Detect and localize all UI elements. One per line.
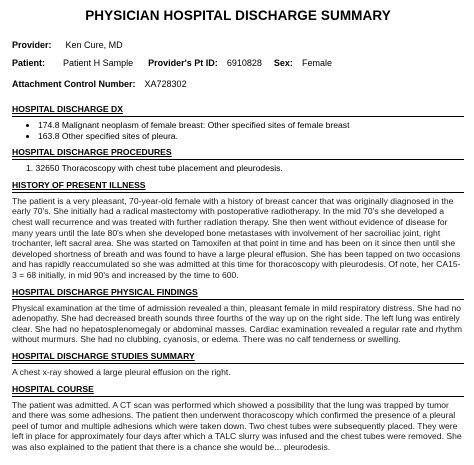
physical-paragraph: Physical examination at the time of admission revealed a thin, pleasant female in mild respiratory distress. She had no adenopathy. She had decreased breath sounds three fourths of the way up on the right side. The left lung was entirely clear. She had no hepatosplenomegaly or abdominal masses. Cardiac examination revealed a regular rate and rhythm without murmurs. She had no clubbing, cyanosis, or edema. There was no calf tenderness or swelling.: [12, 302, 463, 345]
studies-paragraph: A chest x-ray showed a large pleural effusion on the right.: [12, 366, 231, 377]
patient-row: [12, 58, 464, 69]
patient-value: Patient H Sample: [63, 58, 134, 68]
procedure-item: 1. 32650 Thoracoscopy with chest tube placement and pleurodesis.: [26, 163, 283, 174]
attachment-label: Attachment Control Number:: [12, 79, 136, 89]
list-item: • 163.8 Other specified sites of pleura.: [38, 131, 464, 142]
sex-label: Sex:: [273, 58, 293, 68]
sex-value: Female: [301, 58, 332, 68]
patient-label: Patient:: [12, 58, 46, 68]
provider-value: Ken Cure, MD: [65, 40, 123, 50]
pt-id-label: Provider's Pt ID:: [148, 58, 218, 68]
provider-label: Provider:: [12, 40, 52, 50]
section-heading-studies: HOSPITAL DISCHARGE STUDIES SUMMARY: [12, 350, 195, 361]
provider-row: [12, 40, 464, 51]
section-divider: [12, 159, 464, 160]
attachment-row: [12, 79, 464, 90]
dx-list: [12, 120, 464, 141]
course-paragraph: The patient was admitted. A CT scan was performed which showed a possibility that the lung was trapped by tumor and there was some adhesions. The patient then underwent thoracoscopy which confirmed the presence of a pleural peel of tumor and multiple adhesions which were taken down. Two chest tubes were subsequently placed. They were left in place for approximately four days after which a TALC slurry was infused and the chest tubes were removed. She was also explained to the patient that there is a chance she would be... pleurodesis.: [12, 399, 462, 452]
section-divider: [12, 299, 464, 300]
attachment-value: XA728302: [144, 79, 187, 89]
section-heading-course: HOSPITAL COURSE: [12, 383, 94, 394]
section-divider: [12, 396, 464, 397]
section-heading-history: HISTORY OF PRESENT ILLNESS: [12, 179, 146, 190]
section-divider: [12, 116, 464, 117]
history-paragraph: The patient is a very pleasant, 70-year-old female with a history of breast cancer that was originally diagnosed in the early 70's. She initially had a radical mastectomy with postoperative radiotherapy. In the mid 70's she developed a chest wall recurrence and was treated with further radiation therapy. She then went without evidence of disease for many years until the late 80's when she developed bone metastases with involvement of her sacroiliac joint, right trochanter, left sacral area. She was started on Tamoxifen at that point in time and has been on it since then until she developed shortness of breath and was found to have a large pleural effusion. She has been tapped on two occasions and has rapidly reaccumulated so she was admitted at this time for thoracoscopy with pleurodesis. Of note, her CA15-3 = 68 initially, in mid 90's and increased by the time to 600.: [12, 195, 461, 280]
section-divider: [12, 192, 464, 193]
section-heading-physical: HOSPITAL DISCHARGE PHYSICAL FINDINGS: [12, 286, 198, 297]
list-item: • 174.8 Malignant neoplasm of female breast: Other specified sites of female breast: [38, 120, 464, 131]
document-title: PHYSICIAN HOSPITAL DISCHARGE SUMMARY: [85, 8, 391, 23]
section-heading-procedures: HOSPITAL DISCHARGE PROCEDURES: [12, 147, 172, 158]
pt-id-value: 6910828: [226, 58, 262, 68]
section-divider: [12, 363, 464, 364]
section-heading-dx: HOSPITAL DISCHARGE DX: [12, 104, 123, 114]
